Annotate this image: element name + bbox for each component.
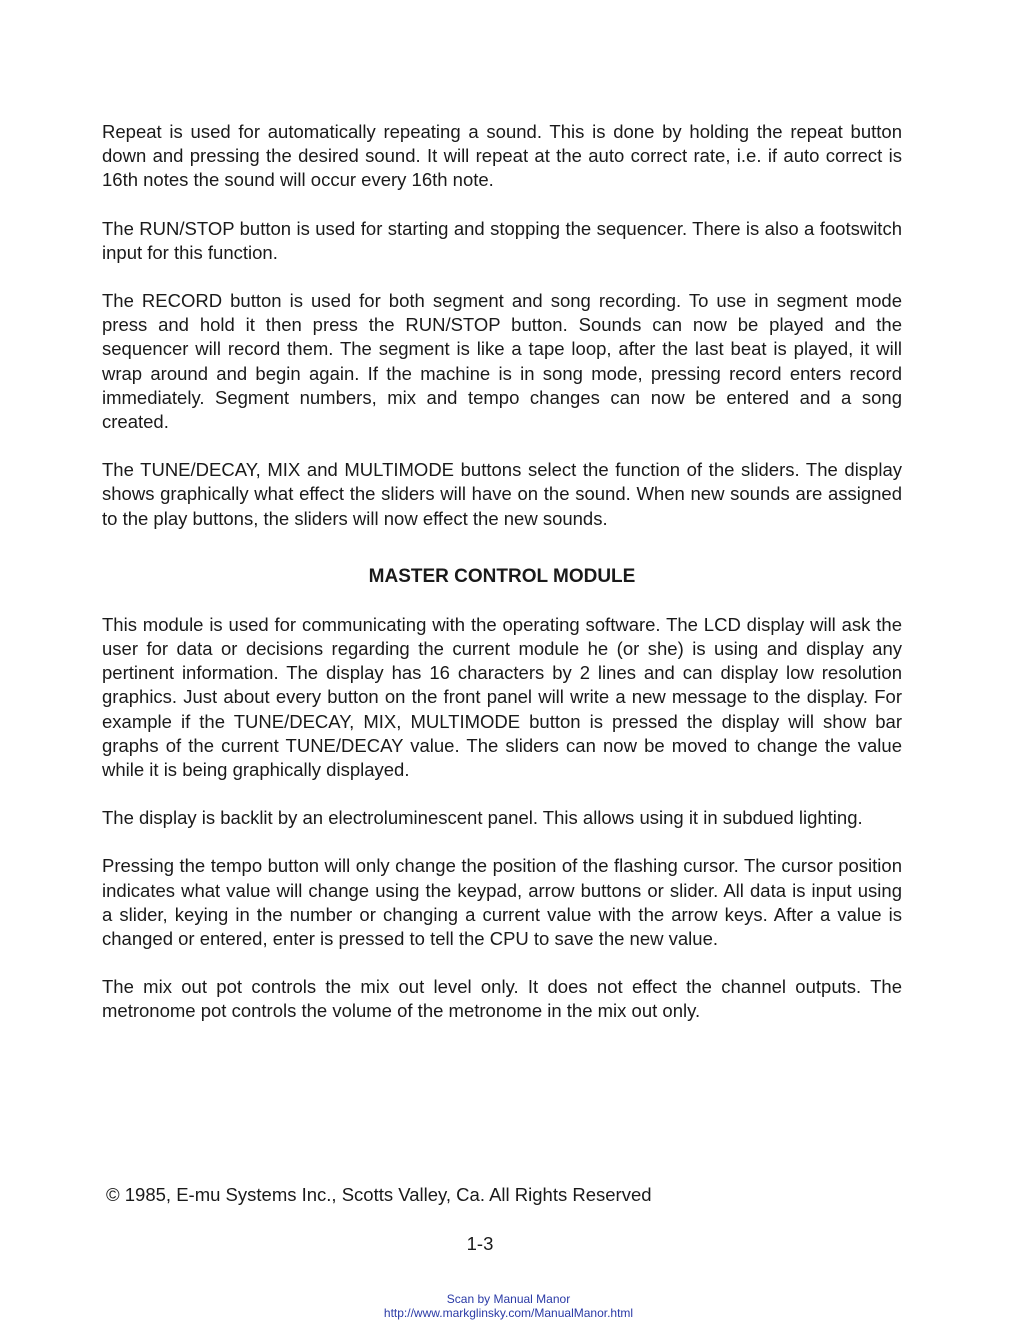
copyright-notice: © 1985, E-mu Systems Inc., Scotts Valley, Ca. All Rights Reserved [106,1184,652,1205]
paragraph-run-stop: The RUN/STOP button is used for starting and stopping the sequencer. There is also a footswitch input for this function. [102,217,902,263]
page-number: 1-3 [466,1233,494,1254]
paragraph-repeat: Repeat is used for automatically repeating a sound. This is done by holding the repeat button down and pressing the desired sound. It will repeat at the auto correct rate, i.e. if auto correct is 16th notes the sound will occur every 16th note. [102,121,902,191]
paragraph-module: This module is used for communicating with the operating software. The LCD display will ask the user for data or decisions regarding the current module he (or she) is using and display any pertinent information. The display has 16 characters by 2 lines and can display low resolution graphics. Just about every button on the front panel will write a new message to the display. For example if the TUNE/DECAY, MIX, MULTIMODE button is pressed the display will show bar graphs of the current TUNE/DECAY value. The sliders can now be moved to change the value while it is being graphically displayed. [102,613,902,781]
paragraph-mix-out: The mix out pot controls the mix out level only. It does not effect the channel outputs. The metronome pot controls the volume of the metronome in the mix out only. [102,976,902,1022]
paragraph-backlit: The display is backlit by an electroluminescent panel. This allows using it in subdued lighting. [102,807,863,829]
scan-credit-url[interactable]: http://www.markglinsky.com/ManualManor.html [383,1306,634,1320]
paragraph-record: The RECORD button is used for both segment and song recording. To use in segment mode press and hold it then press the RUN/STOP button. Sounds can now be played and the sequencer will record them. The segment is like a tape loop, after the last beat is played, it will wrap around and begin again. If the machine is in song mode, pressing record enters record immediately. Segment numbers, mix and tempo changes can now be entered and a song created. [102,290,902,433]
scan-credit-name: Scan by Manual Manor [446,1292,571,1306]
scan-credit [0,1292,1017,1320]
paragraph-tempo: Pressing the tempo button will only change the position of the flashing cursor. The cursor position indicates what value will change using the keypad, arrow buttons or slider. All data is input using a slider, keying in the number or changing a current value with the arrow keys. After a value is changed or entered, enter is pressed to tell the CPU to save the new value. [102,855,902,950]
paragraph-tune-decay: The TUNE/DECAY, MIX and MULTIMODE buttons select the function of the sliders. The display shows graphically what effect the sliders will have on the sound. When new sounds are assigned to the play buttons, the sliders will now effect the new sounds. [102,459,902,529]
section-heading: MASTER CONTROL MODULE [368,565,636,587]
document-body [102,120,902,1024]
